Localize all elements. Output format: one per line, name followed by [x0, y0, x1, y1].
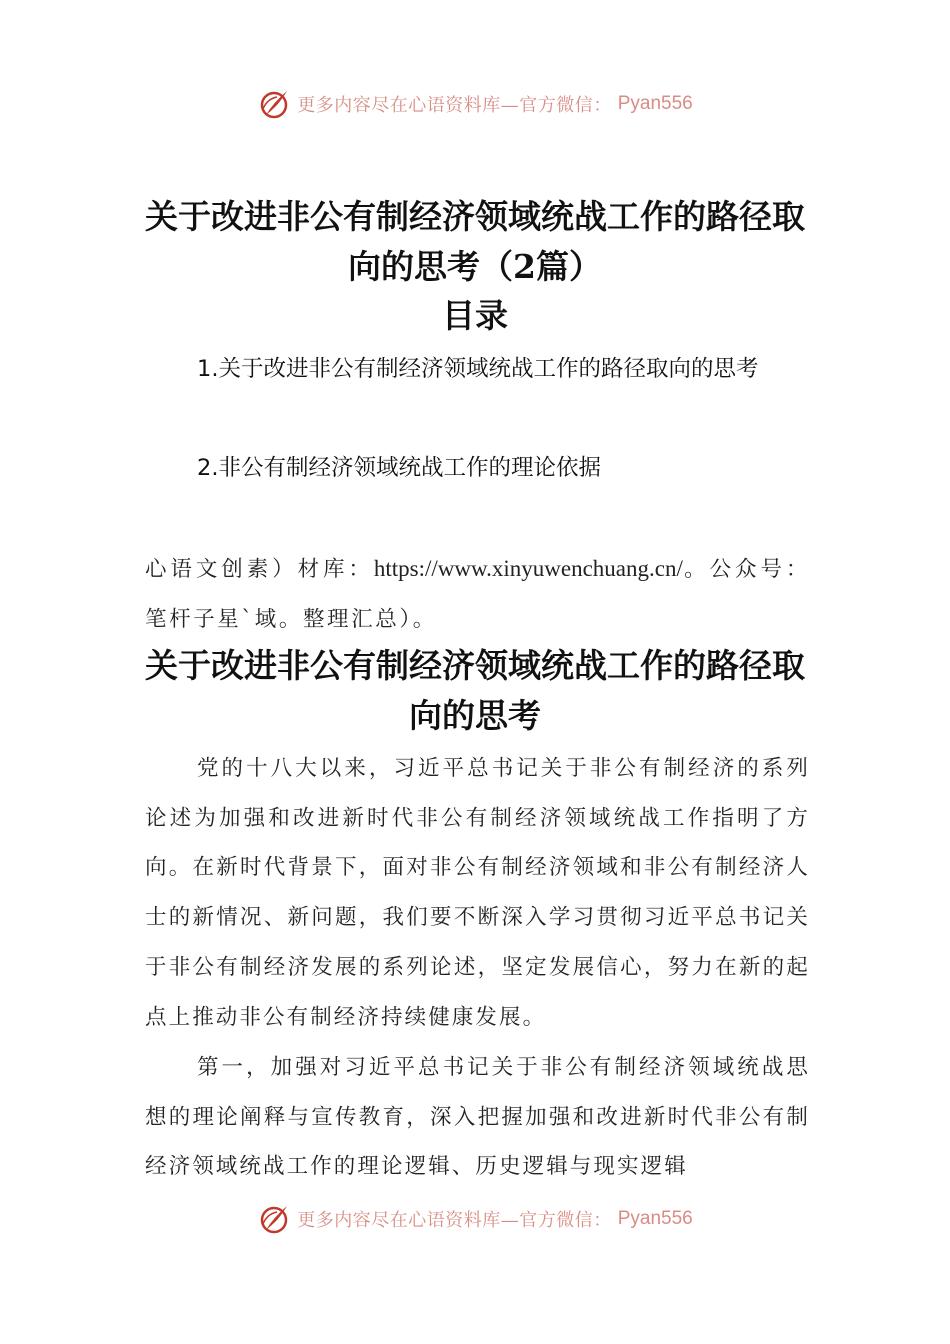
toc-item[interactable]: 2.非公有制经济领域统战工作的理论依据 — [197, 455, 601, 481]
source-note — [145, 544, 810, 644]
toc-item[interactable]: 1.关于改进非公有制经济领域统战工作的路径取向的思考 — [197, 356, 759, 382]
banner-text: 更多内容尽在心语资料库—官方微信： — [297, 95, 612, 116]
toc-heading: 目录 — [442, 296, 508, 335]
banner-wechat-id: Pyan556 — [617, 93, 693, 114]
footer-banner-text: 更多内容尽在心语资料库—官方微信： — [297, 1210, 612, 1231]
document-title: 关于改进非公有制经济领域统战工作的路径取向的思考（2篇） — [145, 197, 805, 286]
source-note-url: https://www.xinyuwenchuang.cn/ — [373, 556, 683, 581]
body-paragraph: 党的十八大以来，习近平总书记关于非公有制经济的系列论述为加强和改进新时代非公有制经济领域统战工作指明了方向。在新时代背景下，面对非公有制经济领域和非公有制经济人士的新情况、新问题，我们要不断深入学习贯彻习近平总书记关于非公有制经济发展的系列论述，坚定发展信心，努力在新的起点上推动非公有制经济持续健康发展。 — [145, 756, 810, 1030]
section-title: 关于改进非公有制经济领域统战工作的路径取向的思考 — [145, 646, 805, 735]
quill-pen-logo-icon — [257, 1205, 291, 1236]
body-paragraph: 第一，加强对习近平总书记关于非公有制经济领域统战思想的理论阐释与宣传教育，深入把握加强和改进新时代非公有制经济领域统战工作的理论逻辑、历史逻辑与现实逻辑 — [145, 1055, 810, 1180]
footer-banner-wechat-id: Pyan556 — [617, 1208, 693, 1229]
source-note-prefix: 心语文创素）材库： — [145, 557, 374, 582]
quill-pen-logo-icon — [257, 87, 291, 121]
source-note-suffix: 。公众号：笔杆子星`域。整理汇总）。 — [145, 557, 810, 632]
header-banner — [0, 84, 950, 124]
footer-banner — [0, 1205, 950, 1245]
